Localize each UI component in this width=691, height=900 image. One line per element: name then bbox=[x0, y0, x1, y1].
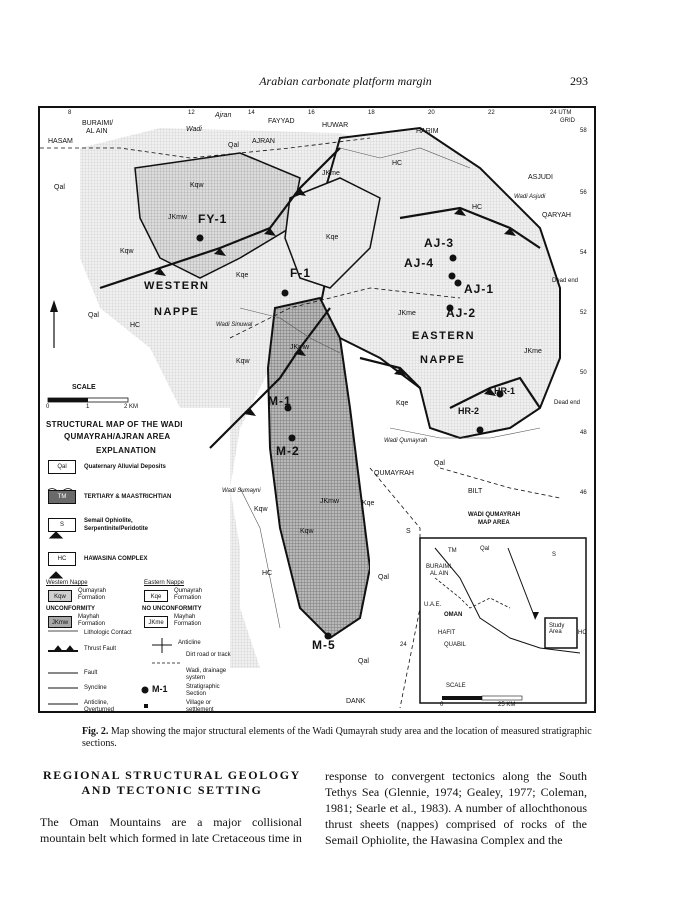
section-f-1: F-1 bbox=[290, 266, 311, 280]
unit-kqw-5: Kqw bbox=[300, 528, 314, 535]
inset-scale-0: 0 bbox=[440, 702, 444, 708]
legend-strat: Stratigraphic Section bbox=[186, 684, 220, 697]
legend-s-box: S bbox=[48, 518, 76, 532]
legend-kqe-box: Kqe bbox=[144, 590, 168, 602]
unit-kqw-1: Kqw bbox=[190, 182, 204, 189]
structural-map bbox=[38, 106, 596, 713]
inset-hc: HC bbox=[578, 630, 587, 636]
place-bilt: BILT bbox=[468, 488, 483, 495]
eastern-nappe-label-2: NAPPE bbox=[420, 354, 466, 366]
caption-text: Map showing the major structural elements of the Wadi Qumayrah study area and the location of measured stratigraphic sections. bbox=[82, 726, 592, 749]
inset-scale-25: 25 KM bbox=[498, 702, 516, 708]
inset-uae: U.A.E. bbox=[424, 602, 442, 608]
inset-qal: Qal bbox=[480, 546, 490, 552]
unit-qal-4: Qal bbox=[434, 460, 445, 467]
legend-tm-box: TM bbox=[48, 490, 76, 504]
place-dank: DANK bbox=[346, 698, 366, 705]
place-ajran: AJRAN bbox=[252, 138, 275, 145]
place-huwar: HUWAR bbox=[322, 122, 349, 129]
eastern-nappe-area bbox=[320, 128, 560, 438]
tick-8: 8 bbox=[68, 110, 72, 116]
legend-dirt-road: Dirt road or track bbox=[186, 652, 231, 658]
label-wadi-sinuwal: Wadi Sinuwal bbox=[216, 322, 253, 328]
legend-thrust: Thrust Fault bbox=[84, 646, 117, 652]
label-wadi-ajran-2: Ajran bbox=[215, 112, 232, 119]
scale-tick-1: 1 bbox=[86, 404, 90, 410]
tick-50: 50 bbox=[580, 370, 587, 376]
running-title: Arabian carbonate platform margin bbox=[259, 74, 432, 88]
legend-jkme-box: JKme bbox=[144, 616, 168, 628]
tick-46: 46 bbox=[580, 490, 587, 496]
legend-no-unconformity: NO UNCONFORMITY bbox=[142, 606, 202, 612]
western-nappe-label-1: WESTERN bbox=[144, 280, 210, 292]
legend-drainage: Wadi, drainage system bbox=[186, 668, 227, 681]
tick-48: 48 bbox=[580, 430, 587, 436]
legend-kqw-box: Kqw bbox=[48, 590, 72, 602]
tick-14: 14 bbox=[248, 110, 255, 116]
page-number: 293 bbox=[570, 74, 588, 88]
inset-al-ain: AL AIN bbox=[430, 571, 449, 577]
unit-hc-2: HC bbox=[472, 204, 483, 211]
scale-tick-2km: 2 KM bbox=[124, 404, 139, 410]
inset-quabil: QUABIL bbox=[444, 642, 467, 648]
tick-18: 18 bbox=[368, 110, 375, 116]
legend-village: Village or settlement bbox=[186, 700, 214, 713]
unit-kqw-2: Kqw bbox=[120, 248, 134, 255]
legend-jkmw-box: JKmw bbox=[48, 616, 72, 628]
unit-jkme-1: JKme bbox=[322, 170, 340, 177]
section-heading-line-2: AND TECTONIC SETTING bbox=[81, 783, 263, 797]
unit-jkmw-1: JKmw bbox=[168, 214, 188, 221]
section-m-2: M-2 bbox=[276, 444, 300, 458]
legend-fault: Fault bbox=[84, 670, 98, 676]
map-title-1: STRUCTURAL MAP OF THE WADI bbox=[46, 420, 183, 429]
unit-kqe-3: Kqe bbox=[396, 400, 409, 407]
inset-study-area: Study Area bbox=[549, 623, 565, 635]
unit-hc-4: HC bbox=[262, 570, 273, 577]
legend-western-nappe: Western Nappe bbox=[46, 580, 88, 586]
place-al-ain: AL AIN bbox=[86, 128, 108, 135]
tick-16: 16 bbox=[308, 110, 315, 116]
place-asjudi: ASJUDI bbox=[528, 174, 553, 181]
place-harim: HARIM bbox=[416, 128, 439, 135]
map-drawing bbox=[40, 108, 596, 713]
label-wadi-ajran-1: Wadi bbox=[186, 126, 202, 133]
legend-jkme-text-1: Mayhah bbox=[174, 614, 196, 620]
tick-58: 58 bbox=[580, 128, 587, 134]
unit-jkme-2: JKme bbox=[398, 310, 416, 317]
tick-22: 22 bbox=[488, 110, 495, 116]
north-arrow bbox=[50, 300, 58, 348]
utm-label-1: 24 UTM bbox=[550, 110, 572, 116]
legend-contact: Lithologic Contact bbox=[84, 630, 132, 636]
tick-54: 54 bbox=[580, 250, 587, 256]
legend-eastern-nappe: Eastern Nappe bbox=[144, 580, 185, 586]
place-qaryah: QARYAH bbox=[542, 212, 571, 219]
legend-jkmw-text-1: Mayhah bbox=[78, 614, 100, 620]
section-aj-2: AJ-2 bbox=[446, 306, 477, 320]
unit-kqw-3: Kqw bbox=[236, 358, 250, 365]
label-s: S bbox=[406, 528, 411, 535]
tick-56: 56 bbox=[580, 190, 587, 196]
body-text-left: The Oman Mountains are a major collisional mountain belt which formed in late Cretaceous time in bbox=[40, 815, 302, 845]
unit-qal-6: Qal bbox=[358, 658, 369, 665]
inset-s: S bbox=[552, 552, 557, 558]
place-fayyad: FAYYAD bbox=[268, 118, 295, 125]
section-m-1: M-1 bbox=[268, 394, 292, 408]
label-dead-end-2: Dead end bbox=[554, 400, 581, 406]
unit-kqe-4: Kqe bbox=[362, 500, 375, 507]
legend-strat-code: M-1 bbox=[152, 684, 168, 694]
legend-jkme-text-2: Formation bbox=[174, 621, 202, 627]
section-m-5: M-5 bbox=[312, 638, 336, 652]
western-nappe-label-2: NAPPE bbox=[154, 306, 200, 318]
map-title-2: QUMAYRAH/AJRAN AREA bbox=[64, 432, 171, 441]
place-buraimi: BURAIMI/ bbox=[82, 120, 114, 127]
legend-s-text-2: Serpentinite/Peridotite bbox=[84, 526, 149, 532]
legend-anticline: Anticline bbox=[178, 640, 201, 646]
inset-buraimi: BURAIMI bbox=[426, 564, 452, 570]
legend-explanation: EXPLANATION bbox=[96, 446, 157, 455]
scale-tick-0: 0 bbox=[46, 404, 50, 410]
unit-hc-1: HC bbox=[392, 160, 403, 167]
caption-label: Fig. 2. bbox=[82, 726, 109, 737]
unit-qal-5: Qal bbox=[378, 574, 389, 581]
section-fy-1: FY-1 bbox=[198, 212, 228, 226]
unit-jkmw-2: JKmw bbox=[290, 344, 310, 351]
legend-hc-box: HC bbox=[48, 552, 76, 566]
legend-kqe-text-1: Qumayrah bbox=[174, 588, 203, 594]
inset-oman: OMAN bbox=[444, 612, 463, 618]
label-wadi-sumayni: Wadi Sumayni bbox=[222, 488, 261, 494]
section-heading-line-1: REGIONAL STRUCTURAL GEOLOGY bbox=[43, 768, 301, 782]
scale-bar bbox=[48, 398, 128, 402]
section-aj-3: AJ-3 bbox=[424, 236, 455, 250]
inset-title-2: MAP AREA bbox=[478, 520, 510, 526]
place-hasam: HASAM bbox=[48, 138, 73, 145]
legend-kqe-text-2: Formation bbox=[174, 595, 202, 601]
utm-label-2: GRID bbox=[560, 118, 575, 124]
unit-jkme-3: JKme bbox=[524, 348, 542, 355]
unit-hc-3: HC bbox=[130, 322, 141, 329]
legend-anticline-overturned: Anticline, Overturned bbox=[84, 700, 115, 713]
inset-tick-24: 24 bbox=[400, 642, 407, 648]
unit-qal-2: Qal bbox=[228, 142, 239, 149]
eastern-nappe-label-1: EASTERN bbox=[412, 330, 476, 342]
legend-kqw-text-1: Qumayrah bbox=[78, 588, 107, 594]
unit-kqe-2: Kqe bbox=[236, 272, 249, 279]
unit-qal-3: Qal bbox=[88, 312, 99, 319]
inset-map bbox=[420, 538, 586, 703]
legend-unconformity: UNCONFORMITY bbox=[46, 606, 95, 612]
unit-kqw-4: Kqw bbox=[254, 506, 268, 513]
body-text-right: response to convergent tectonics along the South Tethys Sea (Glennie, 1974; Gealey, 1977; Coleman, 1981; Searle et al., 1983). A number of allochthonous thrust sheets (nappes) comprised of rocks of the Semail Ophiolite, the Hawasina Complex and the bbox=[325, 769, 587, 847]
unit-qal-1: Qal bbox=[54, 184, 65, 191]
figure-caption bbox=[82, 726, 602, 750]
tick-20: 20 bbox=[428, 110, 435, 116]
legend-qal-text: Quaternary Alluvial Deposits bbox=[84, 464, 166, 470]
legend-kqw-text-2: Formation bbox=[78, 595, 106, 601]
section-aj-1: AJ-1 bbox=[464, 282, 495, 296]
label-wadi-qumayrah: Wadi Qumayrah bbox=[384, 438, 428, 444]
inset-scale: SCALE bbox=[446, 683, 466, 689]
legend-s-text-1: Semail Ophiolite, bbox=[84, 518, 133, 524]
legend-tm-text: TERTIARY & MAASTRICHTIAN bbox=[84, 494, 172, 500]
section-aj-4: AJ-4 bbox=[404, 256, 435, 270]
tick-12: 12 bbox=[188, 110, 195, 116]
label-wadi-asjudi: Wadi Asjudi bbox=[514, 194, 546, 200]
tick-52: 52 bbox=[580, 310, 587, 316]
legend-qal-box: Qal bbox=[48, 460, 76, 474]
inset-hafit: HAFIT bbox=[438, 630, 456, 636]
section-hr-2: HR-2 bbox=[458, 406, 480, 416]
place-qumayrah: QUMAYRAH bbox=[374, 470, 414, 477]
section-hr-1: HR-1 bbox=[494, 386, 516, 396]
scale-label: SCALE bbox=[72, 384, 96, 391]
unit-kqe-1: Kqe bbox=[326, 234, 339, 241]
inset-tm: TM bbox=[448, 548, 457, 554]
label-dead-end-1: Dead end bbox=[552, 278, 579, 284]
legend-jkmw-text-2: Formation bbox=[78, 621, 106, 627]
unit-jkmw-3: JKmw bbox=[320, 498, 340, 505]
legend-hc-text: HAWASINA COMPLEX bbox=[84, 556, 148, 562]
inset-title-1: WADI QUMAYRAH bbox=[468, 512, 521, 518]
legend-syncline: Syncline bbox=[84, 685, 107, 691]
section-heading bbox=[40, 768, 304, 798]
central-jkmw-strip bbox=[268, 298, 370, 638]
